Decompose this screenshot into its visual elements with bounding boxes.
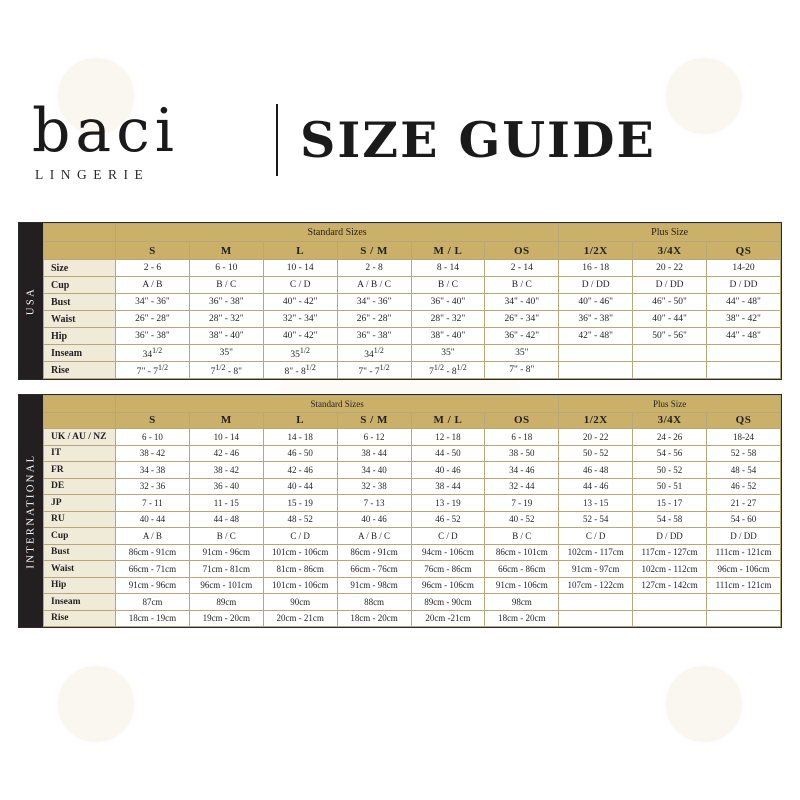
intl-row-label: UK / AU / NZ (44, 429, 116, 446)
intl-cell: 101cm - 106cm (263, 544, 337, 561)
intl-row-label: Inseam (44, 594, 116, 611)
intl-size-header-7: 1/2X (559, 412, 633, 429)
usa-size-header-2: M (189, 242, 263, 260)
intl-size-header-4: S / M (337, 412, 411, 429)
table-row (44, 528, 781, 545)
intl-cell: 87cm (116, 594, 190, 611)
intl-cell: 117cm - 127cm (633, 544, 707, 561)
usa-cell (559, 362, 633, 379)
intl-cell: 40 - 44 (116, 511, 190, 528)
usa-cell: 40" - 42" (263, 328, 337, 345)
intl-cell: 127cm - 142cm (633, 577, 707, 594)
usa-side-label (19, 223, 43, 379)
table-row (44, 495, 781, 512)
intl-cell: 91cm - 106cm (485, 577, 559, 594)
intl-cell: C / D (411, 528, 485, 545)
usa-cell: 32" - 34" (263, 311, 337, 328)
intl-cell: 13 - 19 (411, 495, 485, 512)
intl-cell: 36 - 40 (189, 478, 263, 495)
table-row (44, 445, 781, 462)
usa-size-header-6: OS (485, 242, 559, 260)
table-row (44, 260, 781, 277)
usa-cell: 36" - 38" (337, 328, 411, 345)
intl-cell (707, 594, 781, 611)
intl-cell: 50 - 52 (633, 462, 707, 479)
intl-size-header-2: M (189, 412, 263, 429)
intl-cell: 13 - 15 (559, 495, 633, 512)
intl-cell: 50 - 51 (633, 478, 707, 495)
intl-cell: 86cm - 91cm (116, 544, 190, 561)
usa-cell: 35" (189, 345, 263, 362)
intl-cell: 46 - 48 (559, 462, 633, 479)
intl-cell: 18cm - 20cm (485, 610, 559, 627)
usa-cell: 34" - 40" (485, 294, 559, 311)
usa-cell: 26" - 28" (116, 311, 190, 328)
intl-cell: 6 - 18 (485, 429, 559, 446)
usa-size-header-row (44, 242, 781, 260)
intl-group-header (44, 396, 116, 413)
intl-cell: 7 - 13 (337, 495, 411, 512)
intl-cell: 38 - 50 (485, 445, 559, 462)
usa-cell: $34^{1/2}$ (116, 345, 190, 362)
intl-cell: 18cm - 19cm (116, 610, 190, 627)
intl-cell: 107cm - 122cm (559, 577, 633, 594)
usa-cell: 35" (485, 345, 559, 362)
intl-cell: 24 - 26 (633, 429, 707, 446)
usa-cell: 2 - 14 (485, 260, 559, 277)
intl-cell: 98cm (485, 594, 559, 611)
usa-cell: 40" - 46" (559, 294, 633, 311)
intl-size-header-row (44, 412, 781, 429)
intl-cell: 19cm - 20cm (189, 610, 263, 627)
intl-group-header: Standard Sizes (116, 396, 559, 413)
usa-cell (633, 362, 707, 379)
intl-cell (707, 610, 781, 627)
intl-cell: 18cm - 20cm (337, 610, 411, 627)
intl-size-header-1: S (116, 412, 190, 429)
usa-cell (559, 345, 633, 362)
intl-cell: 15 - 17 (633, 495, 707, 512)
table-row (44, 311, 781, 328)
intl-cell: 32 - 38 (337, 478, 411, 495)
usa-cell: 36" - 38" (116, 328, 190, 345)
usa-cell: D / DD (707, 277, 781, 294)
intl-cell: 18-24 (707, 429, 781, 446)
usa-cell: 7" - $7^{1/2}$ (116, 362, 190, 379)
usa-cell: 40" - 42" (263, 294, 337, 311)
intl-cell: 42 - 46 (189, 445, 263, 462)
intl-cell: 40 - 44 (263, 478, 337, 495)
intl-row-label: JP (44, 495, 116, 512)
intl-cell: 34 - 40 (337, 462, 411, 479)
usa-size-header-5: M / L (411, 242, 485, 260)
usa-size-header-8: 3/4X (633, 242, 707, 260)
intl-cell: 86cm - 101cm (485, 544, 559, 561)
intl-size-header-0 (44, 412, 116, 429)
brand-name: baci (32, 96, 179, 166)
intl-cell: 91cm - 96cm (189, 544, 263, 561)
usa-cell: 44" - 48" (707, 328, 781, 345)
intl-cell (633, 594, 707, 611)
intl-cell (559, 610, 633, 627)
usa-cell: 34" - 36" (116, 294, 190, 311)
intl-cell: 111cm - 121cm (707, 544, 781, 561)
intl-cell: 15 - 19 (263, 495, 337, 512)
usa-cell: $35^{1/2}$ (263, 345, 337, 362)
usa-size-header-3: L (263, 242, 337, 260)
intl-cell: 96cm - 101cm (189, 577, 263, 594)
intl-cell: 20 - 22 (559, 429, 633, 446)
intl-row-label: Hip (44, 577, 116, 594)
table-row (44, 328, 781, 345)
intl-cell: 42 - 46 (263, 462, 337, 479)
intl-group-header: Plus Size (559, 396, 781, 413)
usa-size-table (43, 223, 781, 379)
intl-cell (559, 594, 633, 611)
intl-cell: 76cm - 86cm (411, 561, 485, 578)
usa-cell: 28" - 32" (411, 311, 485, 328)
usa-cell (707, 345, 781, 362)
usa-size-header-9: QS (707, 242, 781, 260)
usa-cell: D / DD (559, 277, 633, 294)
table-row (44, 561, 781, 578)
international-table-block (18, 394, 782, 628)
usa-cell: 6 - 10 (189, 260, 263, 277)
intl-cell: 46 - 52 (707, 478, 781, 495)
intl-cell: 38 - 44 (337, 445, 411, 462)
usa-cell: 34" - 36" (337, 294, 411, 311)
intl-cell (633, 610, 707, 627)
usa-cell: B / C (485, 277, 559, 294)
usa-cell: 28" - 32" (189, 311, 263, 328)
intl-row-label: Rise (44, 610, 116, 627)
intl-cell: 66cm - 76cm (337, 561, 411, 578)
brand-subtitle: LINGERIE (35, 167, 150, 182)
intl-cell: 38 - 42 (116, 445, 190, 462)
intl-cell: 71cm - 81cm (189, 561, 263, 578)
intl-cell: 40 - 46 (411, 462, 485, 479)
intl-row-label: RU (44, 511, 116, 528)
intl-cell: 66cm - 71cm (116, 561, 190, 578)
intl-cell: 48 - 52 (263, 511, 337, 528)
intl-cell: D / DD (707, 528, 781, 545)
intl-cell: 20cm -21cm (411, 610, 485, 627)
table-row (44, 511, 781, 528)
usa-cell: 26" - 34" (485, 311, 559, 328)
intl-cell: 10 - 14 (189, 429, 263, 446)
intl-cell: 111cm - 121cm (707, 577, 781, 594)
table-row (44, 610, 781, 627)
intl-cell: 91cm - 97cm (559, 561, 633, 578)
usa-cell: A / B / C (337, 277, 411, 294)
intl-cell: 14 - 18 (263, 429, 337, 446)
usa-cell: 8 - 14 (411, 260, 485, 277)
table-row (44, 577, 781, 594)
intl-cell: 32 - 44 (485, 478, 559, 495)
usa-cell: B / C (411, 277, 485, 294)
intl-cell: 44 - 50 (411, 445, 485, 462)
intl-size-header-3: L (263, 412, 337, 429)
usa-cell: 46" - 50" (633, 294, 707, 311)
intl-row-label: FR (44, 462, 116, 479)
usa-cell: 14-20 (707, 260, 781, 277)
usa-size-header-7: 1/2X (559, 242, 633, 260)
usa-group-header: Standard Sizes (116, 224, 559, 242)
usa-cell: 38" - 40" (411, 328, 485, 345)
intl-size-header-8: 3/4X (633, 412, 707, 429)
usa-cell: 40" - 44" (633, 311, 707, 328)
intl-cell: 54 - 56 (633, 445, 707, 462)
usa-cell: 35" (411, 345, 485, 362)
usa-cell: 16 - 18 (559, 260, 633, 277)
intl-cell: 89cm - 90cm (411, 594, 485, 611)
table-row (44, 277, 781, 294)
intl-cell: 12 - 18 (411, 429, 485, 446)
international-side-label (19, 395, 43, 627)
intl-cell: 50 - 52 (559, 445, 633, 462)
usa-cell: $34^{1/2}$ (337, 345, 411, 362)
usa-cell: 7" - $7^{1/2}$ (337, 362, 411, 379)
intl-cell: 54 - 60 (707, 511, 781, 528)
usa-cell: 36" - 42" (485, 328, 559, 345)
table-row (44, 544, 781, 561)
intl-cell: 44 - 48 (189, 511, 263, 528)
intl-cell: 20cm - 21cm (263, 610, 337, 627)
usa-cell: $7^{1/2} - 8$" (189, 362, 263, 379)
intl-cell: 86cm - 91cm (337, 544, 411, 561)
usa-cell (707, 362, 781, 379)
usa-cell: 50" - 56" (633, 328, 707, 345)
intl-cell: 6 - 12 (337, 429, 411, 446)
table-row (44, 594, 781, 611)
intl-cell: 96cm - 106cm (411, 577, 485, 594)
intl-cell: 34 - 38 (116, 462, 190, 479)
usa-cell: 2 - 8 (337, 260, 411, 277)
usa-size-header-0 (44, 242, 116, 260)
header (18, 0, 782, 208)
usa-cell: 26" - 28" (337, 311, 411, 328)
page-title: SIZE GUIDE (300, 111, 656, 169)
intl-cell: 46 - 50 (263, 445, 337, 462)
usa-row-label: Size (44, 260, 116, 277)
usa-cell: 38" - 42" (707, 311, 781, 328)
table-row (44, 429, 781, 446)
intl-cell: 81cm - 86cm (263, 561, 337, 578)
intl-row-label: Cup (44, 528, 116, 545)
intl-cell: 52 - 58 (707, 445, 781, 462)
intl-cell: 34 - 46 (485, 462, 559, 479)
intl-cell: 91cm - 96cm (116, 577, 190, 594)
usa-group-header-row (44, 224, 781, 242)
usa-cell: 2 - 6 (116, 260, 190, 277)
intl-cell: C / D (559, 528, 633, 545)
intl-cell: 101cm - 106cm (263, 577, 337, 594)
intl-cell: 91cm - 98cm (337, 577, 411, 594)
intl-row-label: Bust (44, 544, 116, 561)
usa-cell: 20 - 22 (633, 260, 707, 277)
intl-cell: 40 - 46 (337, 511, 411, 528)
usa-size-header-4: S / M (337, 242, 411, 260)
usa-cell: 10 - 14 (263, 260, 337, 277)
usa-cell: 36" - 38" (189, 294, 263, 311)
usa-row-label: Bust (44, 294, 116, 311)
international-size-table (43, 395, 781, 627)
usa-cell (633, 345, 707, 362)
table-row (44, 345, 781, 362)
intl-cell: A / B (116, 528, 190, 545)
intl-cell: B / C (485, 528, 559, 545)
usa-group-header (44, 224, 116, 242)
usa-cell: B / C (189, 277, 263, 294)
usa-cell: D / DD (633, 277, 707, 294)
intl-cell: 102cm - 117cm (559, 544, 633, 561)
table-row (44, 362, 781, 379)
intl-size-header-6: OS (485, 412, 559, 429)
intl-cell: 6 - 10 (116, 429, 190, 446)
intl-cell: 54 - 58 (633, 511, 707, 528)
intl-cell: A / B / C (337, 528, 411, 545)
usa-row-label: Inseam (44, 345, 116, 362)
usa-cell: 42" - 48" (559, 328, 633, 345)
intl-cell: 21 - 27 (707, 495, 781, 512)
intl-cell: 11 - 15 (189, 495, 263, 512)
usa-cell: 36" - 38" (559, 311, 633, 328)
intl-row-label: Waist (44, 561, 116, 578)
usa-cell: 7" - 8" (485, 362, 559, 379)
usa-cell: 36" - 40" (411, 294, 485, 311)
intl-group-header-row (44, 396, 781, 413)
usa-size-header-1: S (116, 242, 190, 260)
intl-cell: 89cm (189, 594, 263, 611)
intl-cell: 102cm - 112cm (633, 561, 707, 578)
intl-cell: 96cm - 106cm (707, 561, 781, 578)
intl-cell: 32 - 36 (116, 478, 190, 495)
intl-size-header-9: QS (707, 412, 781, 429)
usa-row-label: Waist (44, 311, 116, 328)
table-row (44, 462, 781, 479)
intl-cell: 38 - 42 (189, 462, 263, 479)
intl-cell: 88cm (337, 594, 411, 611)
intl-cell: 7 - 11 (116, 495, 190, 512)
usa-table-block (18, 222, 782, 380)
usa-cell: 8" - $8^{1/2}$ (263, 362, 337, 379)
usa-cell: $7^{1/2} - 8^{1/2}$ (411, 362, 485, 379)
intl-size-header-5: M / L (411, 412, 485, 429)
intl-cell: 7 - 19 (485, 495, 559, 512)
usa-cell: C / D (263, 277, 337, 294)
intl-row-label: DE (44, 478, 116, 495)
table-row (44, 294, 781, 311)
intl-cell: B / C (189, 528, 263, 545)
intl-cell: 52 - 54 (559, 511, 633, 528)
intl-cell: 48 - 54 (707, 462, 781, 479)
intl-cell: 44 - 46 (559, 478, 633, 495)
international-side-label-text: INTERNATIONAL (25, 453, 37, 569)
header-divider (276, 104, 278, 176)
usa-row-label: Hip (44, 328, 116, 345)
intl-cell: D / DD (633, 528, 707, 545)
table-row (44, 478, 781, 495)
usa-row-label: Cup (44, 277, 116, 294)
intl-cell: 94cm - 106cm (411, 544, 485, 561)
intl-cell: 46 - 52 (411, 511, 485, 528)
intl-row-label: IT (44, 445, 116, 462)
intl-cell: 66cm - 86cm (485, 561, 559, 578)
usa-cell: 44" - 48" (707, 294, 781, 311)
intl-cell: 90cm (263, 594, 337, 611)
intl-cell: 38 - 44 (411, 478, 485, 495)
usa-cell: A / B (116, 277, 190, 294)
intl-cell: C / D (263, 528, 337, 545)
brand-logo (32, 96, 270, 183)
usa-side-label-text: USA (25, 286, 37, 316)
usa-row-label: Rise (44, 362, 116, 379)
intl-cell: 40 - 52 (485, 511, 559, 528)
usa-group-header: Plus Size (559, 224, 781, 242)
usa-cell: 38" - 40" (189, 328, 263, 345)
